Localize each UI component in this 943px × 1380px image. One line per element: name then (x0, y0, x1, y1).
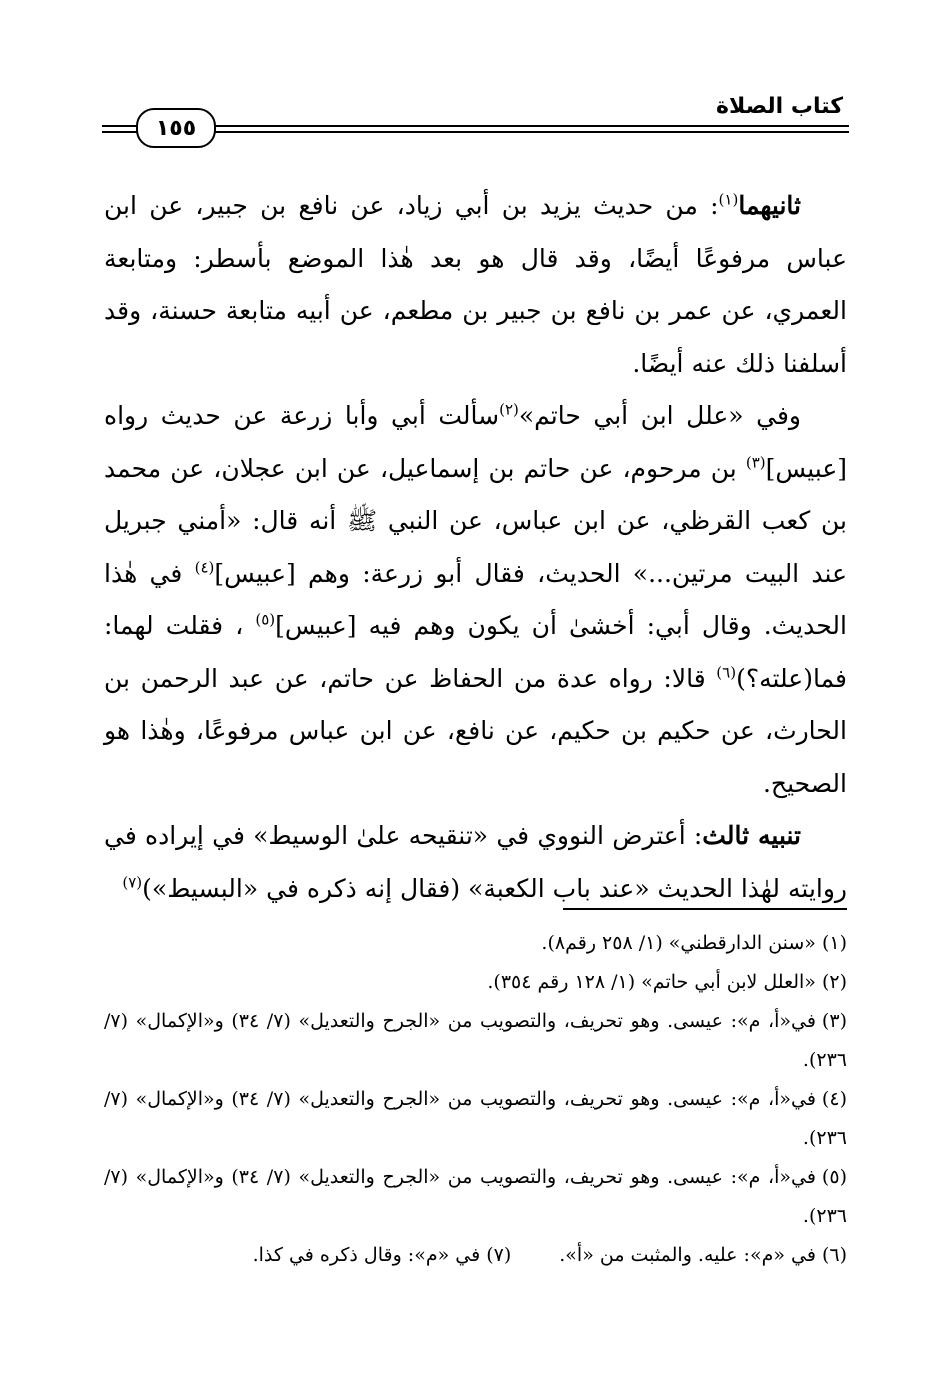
footnote-mark-6: (٦) (716, 663, 737, 682)
footnote-text: في «م»: عليه. والمثبت من «أ». (559, 1244, 816, 1266)
footnote-3 (104, 1002, 847, 1080)
paragraph-1-text: : من حديث يزيد بن أبي زياد، عن نافع بن جبير، عن ابن عباس مرفوعًا أيضًا، وقد قال هو بعد هٰذا الموضع بأسطر: ومتابعة العمري، عن عمر بن نافع بن جبير بن مطعم، عن أبيه متابعة حسنة، وقد أسلفنا ذلك عنه أيضًا. (104, 191, 847, 378)
footnotes-6-7-row (104, 1236, 847, 1275)
paragraph-2-part-e: ، فقلت لهما: فما(علته؟) (104, 611, 847, 693)
footnote-mark-4: (٤) (194, 558, 215, 577)
footnote-text: في«أ، م»: عيسى. وهو تحريف، والتصويب من «الجرح والتعديل» (٧/ ٣٤) و«الإكمال» (٧/ ٢٣٦). (104, 1010, 847, 1071)
paragraph-3-lead: تنبيه ثالث (702, 821, 802, 850)
footnote-text: «العلل لابن أبي حاتم» (١/ ١٢٨ رقم ٣٥٤). (487, 971, 816, 993)
footnote-mark-1: (١) (718, 190, 739, 209)
footnote-text: في«أ، م»: عيسى. وهو تحريف، والتصويب من «الجرح والتعديل» (٧/ ٣٤) و«الإكمال» (٧/ ٢٣٦). (104, 1166, 847, 1227)
footnote-number: (٦) (821, 1244, 847, 1266)
footnote-number: (٥) (821, 1166, 847, 1188)
paragraph-3-text: : أعترض النووي في «تنقيحه علىٰ الوسيط» في إيراده في روايته لهٰذا الحديث «عند باب الكعبة» (فقال إنه ذكره في «البسيط») (104, 821, 847, 903)
footnote-4 (104, 1080, 847, 1158)
running-head: كتاب الصلاة (716, 94, 843, 119)
footnote-7 (253, 1236, 512, 1275)
paragraph-1 (104, 180, 847, 390)
footnote-number: (١) (821, 932, 847, 954)
footnote-number: (٤) (821, 1088, 847, 1110)
paragraph-2-part-d: في هٰذا الحديث. وقال أبي: أخشىٰ أن يكون وهم فيه [عبيس] (104, 558, 847, 640)
footnote-number: (٣) (821, 1010, 847, 1032)
footnote-text: في«أ، م»: عيسى. وهو تحريف، والتصويب من «الجرح والتعديل» (٧/ ٣٤) و«الإكمال» (٧/ ٢٣٦). (104, 1088, 847, 1149)
paragraph-2-part-a: وفي «علل ابن أبي حاتم» (518, 401, 801, 430)
footnote-separator (563, 908, 847, 910)
footnote-text: في «م»: وقال ذكره في كذا. (252, 1244, 481, 1266)
footnote-mark-3: (٣) (745, 453, 766, 472)
main-text (104, 180, 847, 915)
paragraph-2-part-f: قالا: رواه عدة من الحفاظ عن حاتم، عن عبد الرحمن بن الحارث، عن حكيم بن حكيم، عن نافع، عن ابن عباس مرفوعًا، وهٰذا هو الصحيح. (104, 663, 847, 798)
footnote-number: (٢) (821, 971, 847, 993)
footnote-2 (104, 963, 847, 1002)
paragraph-2-part-b: سألت أبي وأبا زرعة عن حديث رواه [عبيس] (104, 401, 847, 483)
footnote-number: (٧) (486, 1244, 512, 1266)
paragraph-3 (104, 810, 847, 915)
paragraph-2 (104, 390, 847, 810)
footnote-mark-7: (٧) (122, 873, 143, 892)
paragraph-2-part-c: بن مرحوم، عن حاتم بن إسماعيل، عن ابن عجلان، عن محمد بن كعب القرظي، عن ابن عباس، عن النبي ﷺ أنه قال: «أمني جبريل عند البيت مرتين...» الحديث، فقال أبو زرعة: وهم [عبيس] (104, 453, 847, 588)
footnote-5 (104, 1158, 847, 1236)
footnote-mark-2: (٢) (499, 400, 519, 419)
footnote-6 (559, 1236, 847, 1275)
footnote-text: «سنن الدارقطني» (١/ ٢٥٨ رقم٨). (541, 932, 816, 954)
footnote-1 (104, 924, 847, 963)
footnotes (104, 924, 847, 1275)
page-number: ١٥٥ (136, 108, 216, 148)
footnote-mark-5: (٥) (255, 610, 276, 629)
paragraph-1-lead: ثانيهما (738, 191, 801, 220)
